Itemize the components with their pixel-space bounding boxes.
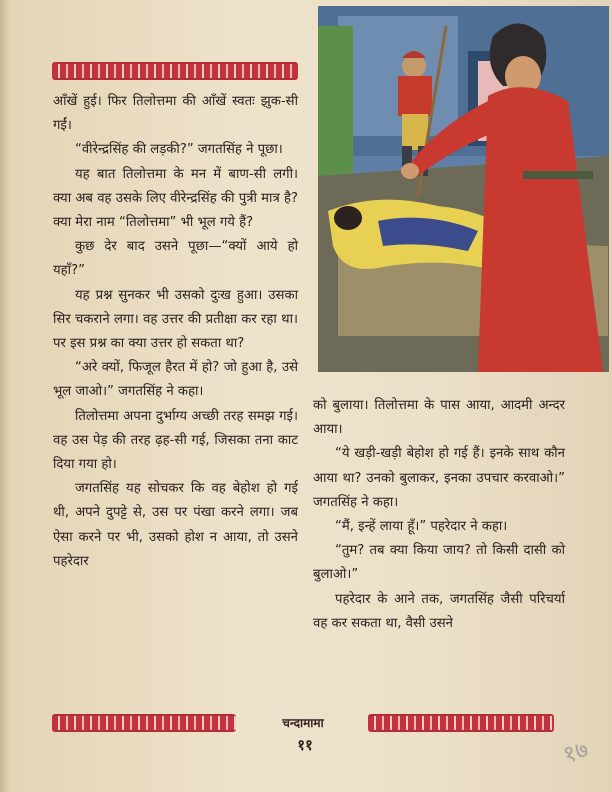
paragraph: “मैं, इन्हें लाया हूँ।” पहरेदार ने कहा। xyxy=(335,519,508,535)
paragraph: पहरेदार के आने तक, जगतसिंह जैसी परिचर्या वह कर सकता था, वैसी उसने xyxy=(313,591,565,631)
paragraph: यह बात तिलोत्तमा के मन में बाण-सी लगी। क्या अब वह उसके लिए वीरेन्द्रसिंह की पुत्री मात्र है? क्या मेरा नाम “तिलोत्तमा” भी भूल गये हैं? xyxy=(53,166,298,231)
right-column-text xyxy=(313,394,565,636)
paragraph: “तुम? तब क्या किया जाय? तो किसी दासी को बुलाओ।” xyxy=(313,543,565,583)
top-decorative-border xyxy=(52,62,298,80)
binding-shadow xyxy=(0,0,10,792)
footer-left-border xyxy=(52,714,236,732)
illustration-drawing xyxy=(318,6,609,372)
paragraph: तिलोत्तमा अपना दुर्भाग्य अच्छी तरह समझ गई। वह उस पेड़ की तरह ढ़ह-सी गई, जिसका तना काट दिया गया हो। xyxy=(53,408,298,473)
left-column-text xyxy=(53,90,298,574)
magazine-name: चन्दामामा xyxy=(282,716,324,730)
paragraph: “अरे क्यों, फिजूल हैरत में हो? जो हुआ है, उसे भूल जाओ।” जगतसिंह ने कहा। xyxy=(53,360,298,400)
paragraph: कुछ देर बाद उसने पूछा—“क्यों आये हो यहाँ?” xyxy=(53,239,298,279)
footer-right-border xyxy=(368,714,554,732)
story-illustration xyxy=(318,6,609,372)
paragraph: जगतसिंह यह सोचकर कि वह बेहोश हो गई थी, अपने दुपट्टे से, उस पर पंखा करने लगा। जब ऐसा करने पर भी, उसको होश न आया, तो उसने पहरेदार xyxy=(53,481,298,569)
paragraph: यह प्रश्न सुनकर भी उसको दुःख हुआ। उसका सिर चकराने लगा। वह उत्तर की प्रतीक्षा कर रहा था। पर इस प्रश्न का क्या उत्तर हो सकता था? xyxy=(53,287,298,352)
handwritten-mark: १७ xyxy=(559,734,592,770)
paragraph: “ये खड़ी-खड़ी बेहोश हो गई हैं। इनके साथ कौन आया था? उनको बुलाकर, इनका उपचार करवाओ।” जगतसिंह ने कहा। xyxy=(313,446,565,510)
paragraph: को बुलाया। तिलोत्तमा के पास आया, आदमी अन्दर आया। xyxy=(313,398,565,438)
paragraph: “वीरेन्द्रसिंह की लड़की?” जगतसिंह ने पूछा। xyxy=(75,142,283,158)
page-number: ११ xyxy=(297,736,313,754)
paragraph: आँखें हुई। फिर तिलोत्तमा की आँखें स्वतः झुक-सी गईं। xyxy=(53,94,298,134)
